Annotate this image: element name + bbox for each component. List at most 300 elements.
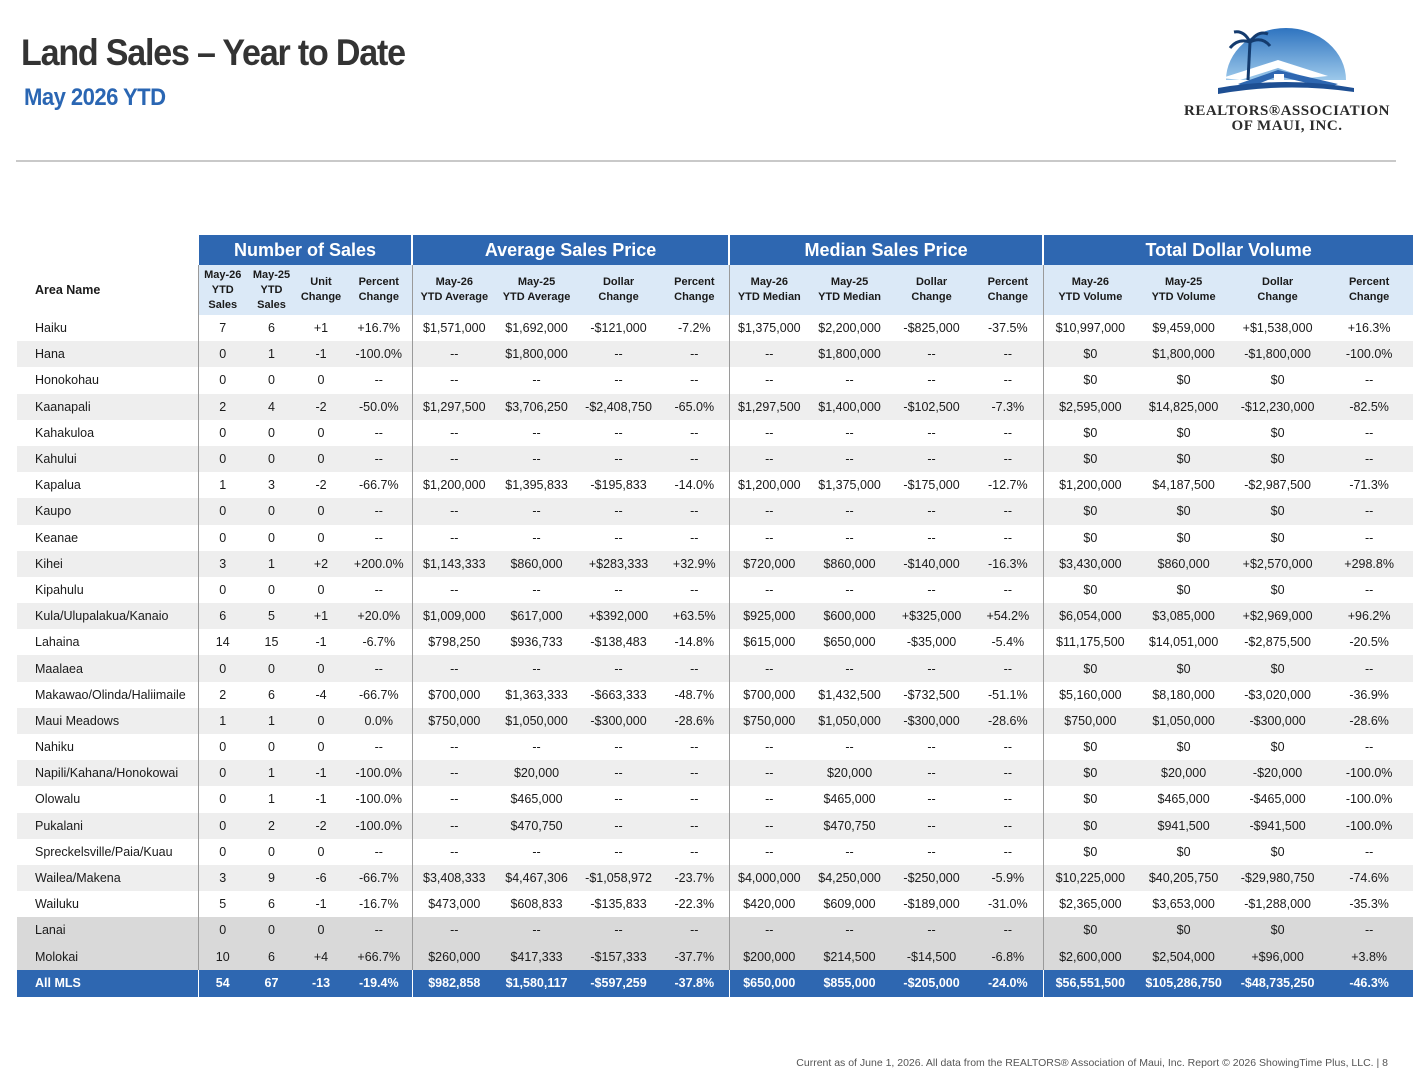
column-header-line: Dollar [602,276,635,288]
value-cell: -- [412,917,496,943]
value-cell: 0 [198,341,247,367]
column-header-line: Dollar [1262,276,1294,288]
value-cell: -- [496,577,577,603]
value-cell: $3,430,000 [1043,551,1137,577]
group-average-sales-price: Average Sales Price [412,235,729,265]
value-cell: -48.7% [660,682,729,708]
value-cell: $0 [1043,917,1137,943]
value-cell: 0 [247,446,296,472]
value-cell: $1,297,500 [729,394,809,420]
value-cell: -- [809,917,890,943]
value-cell: -- [660,734,729,760]
column-header-line: Change [1257,291,1298,303]
value-cell: $1,009,000 [412,603,496,629]
value-cell: -- [729,917,809,943]
value-cell: 1 [198,708,247,734]
group-median-sales-price: Median Sales Price [729,235,1043,265]
value-cell: $941,500 [1137,813,1230,839]
value-cell: -$121,000 [577,315,660,341]
value-cell: -22.3% [660,891,729,917]
value-cell: $0 [1043,760,1137,786]
value-cell: $1,200,000 [412,472,496,498]
value-cell: -$48,735,250 [1230,970,1325,997]
value-cell: $9,459,000 [1137,315,1230,341]
column-header-area-name: Area Name [17,265,198,315]
column-header-line: Change [987,291,1028,303]
value-cell: $1,400,000 [809,394,890,420]
value-cell: $2,600,000 [1043,944,1137,970]
value-cell: -$300,000 [1230,708,1325,734]
value-cell: -- [973,655,1043,681]
value-cell: -66.7% [346,472,412,498]
value-cell: -- [973,420,1043,446]
value-cell: 0 [198,446,247,472]
value-cell: -- [809,498,890,524]
value-cell: $0 [1043,525,1137,551]
value-cell: -37.8% [660,970,729,997]
table-row [17,839,1413,865]
column-header-line: Change [300,291,342,303]
value-cell: -- [729,839,809,865]
column-header [1043,265,1137,315]
value-cell: -- [973,813,1043,839]
value-cell: 1 [247,786,296,812]
value-cell: -- [890,577,973,603]
value-cell: 1 [247,341,296,367]
value-cell: $0 [1137,420,1230,446]
value-cell: -- [973,917,1043,943]
value-cell: -- [729,446,809,472]
value-cell: $0 [1043,577,1137,603]
value-cell: -- [412,446,496,472]
value-cell: -- [577,734,660,760]
value-cell: -- [729,341,809,367]
value-cell: -100.0% [1325,786,1413,812]
logo-text-line2: OF MAUI, INC. [1231,118,1343,134]
table-row [17,394,1413,420]
value-cell: $1,692,000 [496,315,577,341]
value-cell: -$1,058,972 [577,865,660,891]
value-cell: $2,200,000 [809,315,890,341]
area-name-cell: Spreckelsville/Paia/Kuau [17,839,198,865]
table-row [17,655,1413,681]
value-cell: -- [973,734,1043,760]
column-header-line: Percent [987,276,1028,288]
value-cell: -74.6% [1325,865,1413,891]
value-cell: 1 [247,708,296,734]
value-cell: 0 [247,839,296,865]
column-header-line: May-26 [750,276,788,288]
value-cell: $0 [1230,446,1325,472]
value-cell: $0 [1230,420,1325,446]
value-cell: $1,800,000 [809,341,890,367]
value-cell: 0 [198,786,247,812]
value-cell: $650,000 [729,970,809,997]
area-name-cell: Kapalua [17,472,198,498]
value-cell: $0 [1043,341,1137,367]
value-cell: -100.0% [346,813,412,839]
column-header-line: YTD Median [818,291,882,303]
value-cell: -- [577,525,660,551]
value-cell: 1 [198,472,247,498]
area-name-cell: Haiku [17,315,198,341]
value-cell: $4,250,000 [809,865,890,891]
column-header [496,265,577,315]
value-cell: -- [412,760,496,786]
value-cell: -5.4% [973,629,1043,655]
value-cell: 0 [198,760,247,786]
value-cell: -1 [296,341,346,367]
value-cell: -- [346,917,412,943]
value-cell: $40,205,750 [1137,865,1230,891]
area-name-cell: Kaanapali [17,394,198,420]
value-cell: -- [809,577,890,603]
value-cell: -$825,000 [890,315,973,341]
value-cell: $798,250 [412,629,496,655]
table-row [17,315,1413,341]
value-cell: $0 [1137,839,1230,865]
value-cell: +$96,000 [1230,944,1325,970]
value-cell: $0 [1137,367,1230,393]
value-cell: $0 [1043,655,1137,681]
value-cell: -$189,000 [890,891,973,917]
value-cell: -28.6% [660,708,729,734]
value-cell: 0 [198,367,247,393]
value-cell: -36.9% [1325,682,1413,708]
value-cell: $720,000 [729,551,809,577]
value-cell: -- [346,577,412,603]
value-cell: $0 [1230,577,1325,603]
area-name-cell: Kaupo [17,498,198,524]
column-header-line: YTD Median [737,291,801,303]
value-cell: -- [346,839,412,865]
area-name-cell: Kahului [17,446,198,472]
value-cell: +1 [296,603,346,629]
column-header-line: Change [674,291,715,303]
value-cell: -$138,483 [577,629,660,655]
value-cell: $1,395,833 [496,472,577,498]
value-cell: -7.2% [660,315,729,341]
value-cell: -- [660,917,729,943]
value-cell: -- [577,577,660,603]
value-cell: -$175,000 [890,472,973,498]
value-cell: -- [890,786,973,812]
value-cell: -16.7% [346,891,412,917]
value-cell: +1 [296,315,346,341]
table-row [17,603,1413,629]
column-header [198,265,247,315]
area-name-cell: Kipahulu [17,577,198,603]
value-cell: -37.5% [973,315,1043,341]
value-cell: -$195,833 [577,472,660,498]
value-cell: $1,800,000 [1137,341,1230,367]
area-name-cell: Hana [17,341,198,367]
value-cell: 3 [198,551,247,577]
column-header-line: May-25 [1164,276,1203,288]
value-cell: $20,000 [496,760,577,786]
column-header-line: YTD Average [420,291,489,303]
value-cell: $10,225,000 [1043,865,1137,891]
value-cell: -- [577,839,660,865]
value-cell: -$35,000 [890,629,973,655]
value-cell: 6 [247,315,296,341]
value-cell: $600,000 [809,603,890,629]
value-cell: $609,000 [809,891,890,917]
value-cell: -1 [296,786,346,812]
value-cell: $2,595,000 [1043,394,1137,420]
value-cell: 6 [198,603,247,629]
value-cell: 4 [247,394,296,420]
group-header-blank [17,235,198,265]
value-cell: +20.0% [346,603,412,629]
value-cell: -- [1325,420,1413,446]
value-cell: -- [809,367,890,393]
area-name-cell: Wailea/Makena [17,865,198,891]
value-cell: $936,733 [496,629,577,655]
value-cell: -$135,833 [577,891,660,917]
value-cell: -100.0% [346,786,412,812]
value-cell: -- [412,577,496,603]
value-cell: -- [890,655,973,681]
value-cell: -$732,500 [890,682,973,708]
value-cell: -- [496,839,577,865]
column-header-line: YTD Volume [1151,291,1216,303]
land-sales-table [17,235,1413,997]
value-cell: 54 [198,970,247,997]
value-cell: -- [890,734,973,760]
value-cell: -28.6% [1325,708,1413,734]
value-cell: -100.0% [1325,813,1413,839]
value-cell: -- [729,420,809,446]
value-cell: +200.0% [346,551,412,577]
value-cell: -- [496,734,577,760]
column-header [577,265,660,315]
value-cell: -28.6% [973,708,1043,734]
area-name-cell: Keanae [17,525,198,551]
value-cell: 2 [198,394,247,420]
value-cell: -- [890,917,973,943]
header-divider [16,160,1396,162]
table-row [17,786,1413,812]
value-cell: -- [890,525,973,551]
value-cell: -$1,288,000 [1230,891,1325,917]
value-cell: $5,160,000 [1043,682,1137,708]
column-header-line: Change [598,291,639,303]
value-cell: $1,375,000 [809,472,890,498]
value-cell: $617,000 [496,603,577,629]
page-title: Land Sales – Year to Date [21,32,405,73]
value-cell: -$941,500 [1230,813,1325,839]
value-cell: $420,000 [729,891,809,917]
value-cell: -$29,980,750 [1230,865,1325,891]
value-cell: 2 [198,682,247,708]
value-cell: -- [729,655,809,681]
value-cell: -1 [296,629,346,655]
value-cell: $473,000 [412,891,496,917]
value-cell: 7 [198,315,247,341]
value-cell: $750,000 [412,708,496,734]
value-cell: -6.8% [973,944,1043,970]
value-cell: -- [973,786,1043,812]
column-header-line: Sales [208,298,238,311]
column-header-line: Dollar [915,276,948,288]
value-cell: +$392,000 [577,603,660,629]
table-row [17,446,1413,472]
value-cell: -- [1325,839,1413,865]
value-cell: $860,000 [496,551,577,577]
area-name-cell: Lahaina [17,629,198,655]
value-cell: -- [890,760,973,786]
value-cell: $0 [1043,367,1137,393]
value-cell: -- [412,839,496,865]
value-cell: -- [973,525,1043,551]
column-header [729,265,809,315]
value-cell: $1,050,000 [496,708,577,734]
value-cell: -- [890,367,973,393]
value-cell: -- [890,420,973,446]
value-cell: $0 [1137,917,1230,943]
value-cell: $200,000 [729,944,809,970]
value-cell: -- [729,786,809,812]
value-cell: -- [973,839,1043,865]
value-cell: 0 [198,813,247,839]
value-cell: -- [577,498,660,524]
value-cell: $700,000 [729,682,809,708]
value-cell: $1,050,000 [1137,708,1230,734]
table-row [17,682,1413,708]
value-cell: -- [1325,917,1413,943]
value-cell: 0 [247,420,296,446]
value-cell: -- [660,839,729,865]
value-cell: -$465,000 [1230,786,1325,812]
value-cell: -- [729,498,809,524]
value-cell: +16.3% [1325,315,1413,341]
table-row [17,865,1413,891]
value-cell: -100.0% [1325,760,1413,786]
value-cell: -100.0% [346,760,412,786]
value-cell: -$300,000 [577,708,660,734]
value-cell: -$157,333 [577,944,660,970]
value-cell: $465,000 [809,786,890,812]
value-cell: -- [890,498,973,524]
value-cell: -7.3% [973,394,1043,420]
value-cell: +96.2% [1325,603,1413,629]
value-cell: $2,504,000 [1137,944,1230,970]
value-cell: 3 [198,865,247,891]
table-row [17,760,1413,786]
value-cell: 0 [198,498,247,524]
value-cell: 67 [247,970,296,997]
area-name-cell: Molokai [17,944,198,970]
value-cell: -$12,230,000 [1230,394,1325,420]
value-cell: -$2,987,500 [1230,472,1325,498]
value-cell: -37.7% [660,944,729,970]
value-cell: 0 [198,917,247,943]
column-header [1137,265,1230,315]
value-cell: $470,750 [496,813,577,839]
value-cell: -- [1325,577,1413,603]
value-cell: -65.0% [660,394,729,420]
value-cell: $0 [1043,498,1137,524]
value-cell: $0 [1137,446,1230,472]
value-cell: +4 [296,944,346,970]
value-cell: $0 [1137,498,1230,524]
value-cell: $56,551,500 [1043,970,1137,997]
value-cell: $1,375,000 [729,315,809,341]
column-header [660,265,729,315]
column-header-line: Percent [358,276,399,288]
value-cell: $0 [1230,498,1325,524]
value-cell: $8,180,000 [1137,682,1230,708]
value-cell: $1,297,500 [412,394,496,420]
column-header [1325,265,1413,315]
value-cell: -$1,800,000 [1230,341,1325,367]
value-cell: $0 [1137,525,1230,551]
value-cell: -- [809,525,890,551]
value-cell: $20,000 [1137,760,1230,786]
value-cell: -35.3% [1325,891,1413,917]
value-cell: $6,054,000 [1043,603,1137,629]
value-cell: 0 [296,577,346,603]
table-row [17,341,1413,367]
value-cell: -- [809,839,890,865]
value-cell: -100.0% [1325,341,1413,367]
value-cell: $2,365,000 [1043,891,1137,917]
value-cell: $608,833 [496,891,577,917]
value-cell: $0 [1137,655,1230,681]
value-cell: -24.0% [973,970,1043,997]
value-cell: 0 [247,525,296,551]
value-cell: $1,800,000 [496,341,577,367]
value-cell: $0 [1230,839,1325,865]
column-header-line: YTD [260,283,283,296]
value-cell: 6 [247,891,296,917]
value-cell: $750,000 [1043,708,1137,734]
column-header [412,265,496,315]
value-cell: 0 [247,655,296,681]
value-cell: -- [412,813,496,839]
value-cell: -- [577,917,660,943]
value-cell: -- [973,760,1043,786]
value-cell: 0.0% [346,708,412,734]
value-cell: -66.7% [346,865,412,891]
column-header [247,265,296,315]
column-header [296,265,346,315]
value-cell: -- [1325,525,1413,551]
value-cell: 1 [247,760,296,786]
value-cell: $700,000 [412,682,496,708]
value-cell: -- [577,367,660,393]
area-name-cell: Wailuku [17,891,198,917]
value-cell: -$2,875,500 [1230,629,1325,655]
value-cell: $925,000 [729,603,809,629]
value-cell: -- [496,367,577,393]
value-cell: -- [973,446,1043,472]
value-cell: -- [577,341,660,367]
value-cell: -- [660,786,729,812]
value-cell: -- [577,760,660,786]
value-cell: -- [1325,734,1413,760]
value-cell: 0 [296,917,346,943]
column-header-line: May-25 [252,268,291,281]
value-cell: -13 [296,970,346,997]
value-cell: -- [660,525,729,551]
column-header-line: Change [358,291,399,303]
value-cell: -$597,259 [577,970,660,997]
value-cell: 0 [198,655,247,681]
value-cell: $1,143,333 [412,551,496,577]
value-cell: -2 [296,394,346,420]
